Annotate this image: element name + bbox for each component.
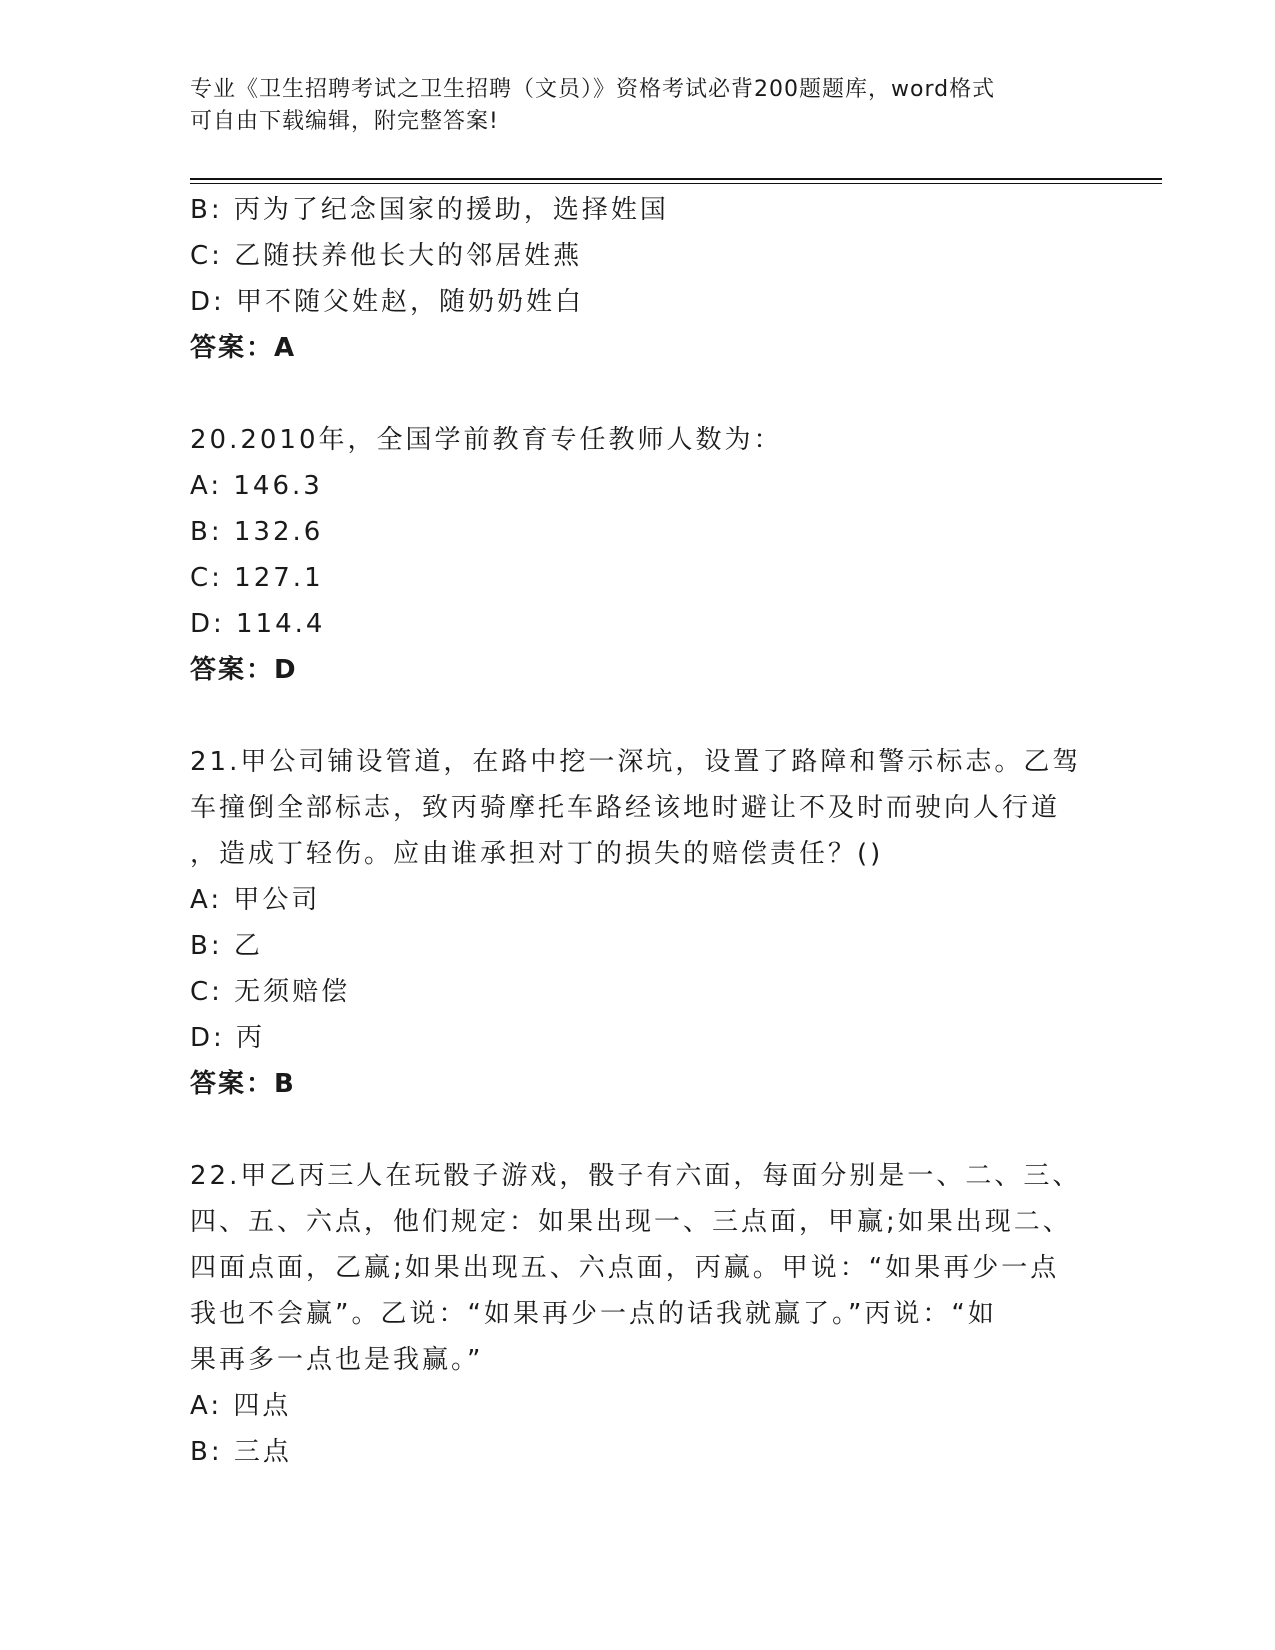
question-content bbox=[190, 187, 1090, 1475]
option-c: C: 127.1 bbox=[190, 563, 324, 593]
option-c: C: 无须赔偿 bbox=[190, 977, 351, 1007]
answer-label: 答案：B bbox=[190, 1069, 296, 1099]
spacer bbox=[190, 371, 1090, 417]
option-c: C: 乙随扶养他长大的邻居姓燕 bbox=[190, 241, 583, 271]
header-title-line-2: 可自由下载编辑，附完整答案! bbox=[190, 109, 499, 134]
question-stem-line-4: 我也不会赢”。乙说：“如果再少一点的话我就赢了。”丙说：“如 bbox=[190, 1299, 997, 1329]
question-20 bbox=[190, 417, 1090, 693]
answer-label: 答案：A bbox=[190, 333, 297, 363]
option-d: D: 丙 bbox=[190, 1023, 266, 1053]
answer-label: 答案：D bbox=[190, 655, 298, 685]
question-19-continued bbox=[190, 187, 1090, 371]
question-stem-line-2: 四、五、六点，他们规定：如果出现一、三点面，甲赢;如果出现二、 bbox=[190, 1207, 1072, 1237]
option-b: B: 132.6 bbox=[190, 517, 324, 547]
question-stem: 20.2010年，全国学前教育专任教师人数为： bbox=[190, 425, 783, 455]
option-b: B: 丙为了纪念国家的援助，选择姓国 bbox=[190, 195, 669, 225]
header-divider-thick bbox=[190, 178, 1162, 180]
spacer bbox=[190, 1107, 1090, 1153]
option-b: B: 乙 bbox=[190, 931, 263, 961]
header-divider-thin bbox=[190, 183, 1162, 184]
option-b: B: 三点 bbox=[190, 1437, 292, 1467]
page-header bbox=[190, 74, 1090, 138]
question-21 bbox=[190, 739, 1090, 1107]
header-title-line-1: 专业《卫生招聘考试之卫生招聘（文员）》资格考试必背200题题库，word格式 bbox=[190, 77, 996, 102]
option-a: A: 甲公司 bbox=[190, 885, 321, 915]
question-stem-line-3: ，造成丁轻伤。应由谁承担对丁的损失的赔偿责任？() bbox=[190, 839, 884, 869]
option-d: D: 甲不随父姓赵，随奶奶姓白 bbox=[190, 287, 585, 317]
option-a: A: 四点 bbox=[190, 1391, 292, 1421]
question-stem-line-2: 车撞倒全部标志，致丙骑摩托车路经该地时避让不及时而驶向人行道 bbox=[190, 793, 1061, 823]
question-stem-line-3: 四面点面，乙赢;如果出现五、六点面，丙赢。甲说：“如果再少一点 bbox=[190, 1253, 1060, 1283]
option-a: A: 146.3 bbox=[190, 471, 323, 501]
spacer bbox=[190, 693, 1090, 739]
question-stem-line-1: 22.甲乙丙三人在玩骰子游戏，骰子有六面，每面分别是一、二、三、 bbox=[190, 1161, 1082, 1191]
question-stem-line-1: 21.甲公司铺设管道，在路中挖一深坑，设置了路障和警示标志。乙驾 bbox=[190, 747, 1082, 777]
question-stem-line-5: 果再多一点也是我赢。” bbox=[190, 1345, 484, 1375]
question-22 bbox=[190, 1153, 1090, 1475]
option-d: D: 114.4 bbox=[190, 609, 326, 639]
